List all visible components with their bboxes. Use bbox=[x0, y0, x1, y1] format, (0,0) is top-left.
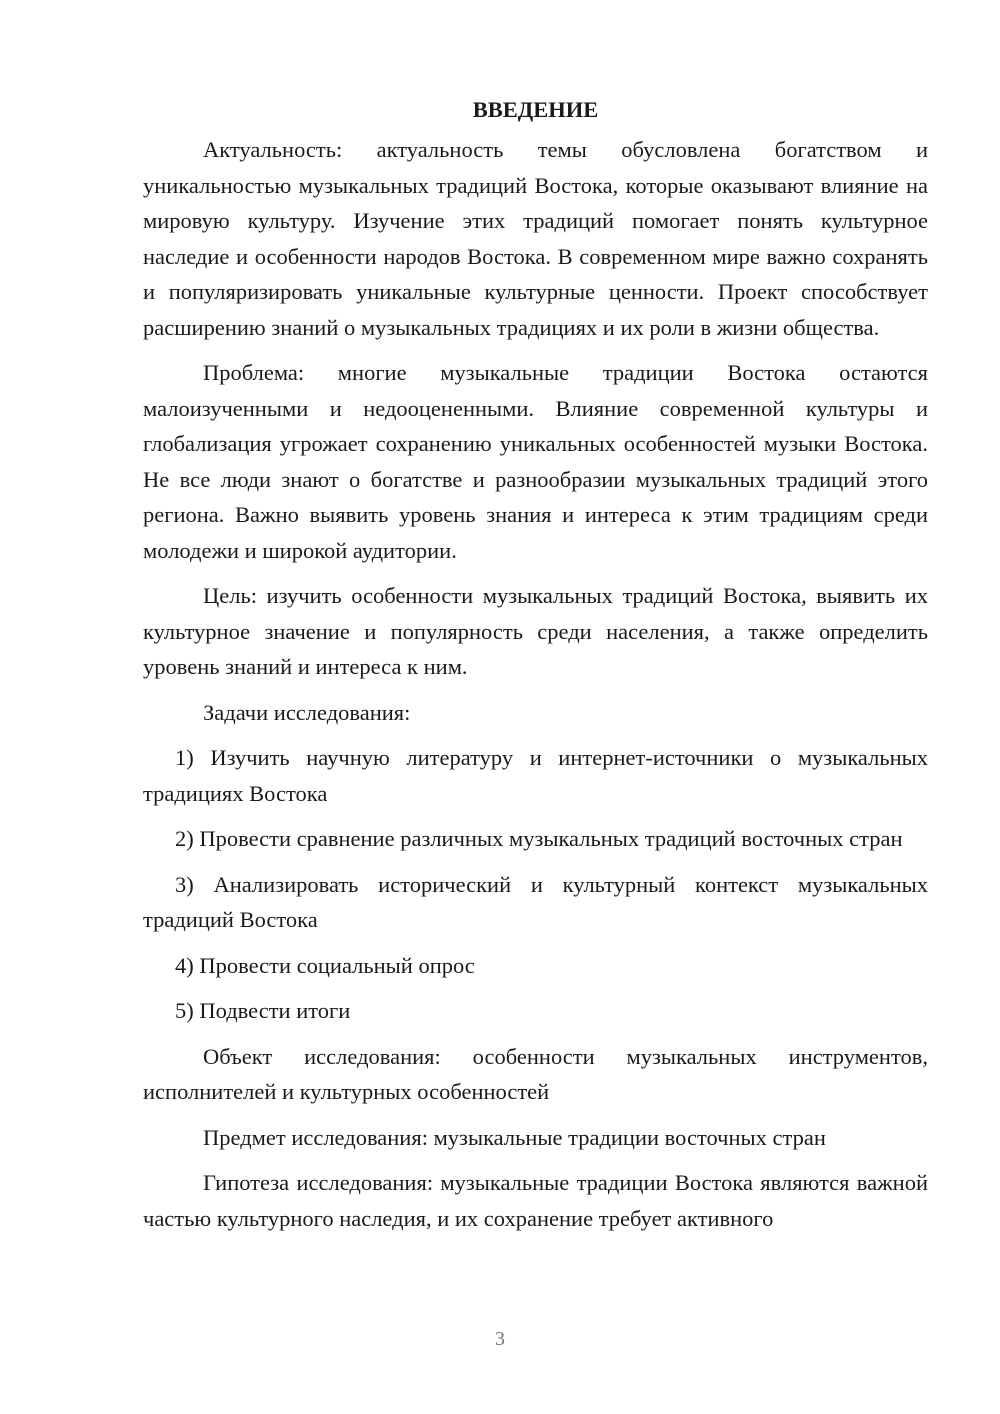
task-item: 3) Анализировать исторический и культурный контекст музыкальных традиций Востока bbox=[143, 871, 928, 932]
task-item: 4) Провести социальный опрос bbox=[175, 952, 475, 978]
task-item: 1) Изучить научную литературу и интернет-источники о музыкальных традициях Востока bbox=[143, 745, 928, 806]
task-item: 2) Провести сравнение различных музыкальных традиций восточных стран bbox=[175, 826, 903, 851]
page-title: ВВЕДЕНИЕ bbox=[472, 97, 599, 122]
task-item: 5) Подвести итоги bbox=[175, 998, 351, 1023]
subject-paragraph: Предмет исследования: музыкальные традиции восточных стран bbox=[203, 1124, 826, 1150]
problem-paragraph: Проблема: многие музыкальные традиции Востока остаются малоизученными и недооцененными. Влияние современной культуры и глобализация угрожает сохранению уникальных особенностей музыки Востока. Не все люди знают о богатстве и разнообразии музыкальных традиций этого региона. Важно выявить уровень знания и интереса к этим традициям среди молодежи и широкой аудитории. bbox=[143, 360, 928, 563]
relevance-paragraph: Актуальность: актуальность темы обусловлена богатством и уникальностью музыкальных традиций Востока, которые оказывают влияние на мировую культуру. Изучение этих традиций помогает понять культурное наследие и особенности народов Востока. В современном мире важно сохранять и популяризировать уникальные культурные ценности. Проект способствует расширению знаний о музыкальных традициях и их роли в жизни общества. bbox=[143, 137, 928, 340]
page-number: 3 bbox=[495, 1328, 505, 1350]
object-paragraph: Объект исследования: особенности музыкальных инструментов, исполнителей и культурных особенностей bbox=[143, 1043, 928, 1104]
document-page bbox=[143, 92, 928, 1246]
hypothesis-paragraph: Гипотеза исследования: музыкальные традиции Востока являются важной частью культурного наследия, и их сохранение требует активного bbox=[143, 1170, 928, 1231]
tasks-heading: Задачи исследования: bbox=[203, 699, 411, 725]
goal-paragraph: Цель: изучить особенности музыкальных традиций Востока, выявить их культурное значение и популярность среди населения, а также определить уровень знаний и интереса к ним. bbox=[143, 583, 928, 679]
